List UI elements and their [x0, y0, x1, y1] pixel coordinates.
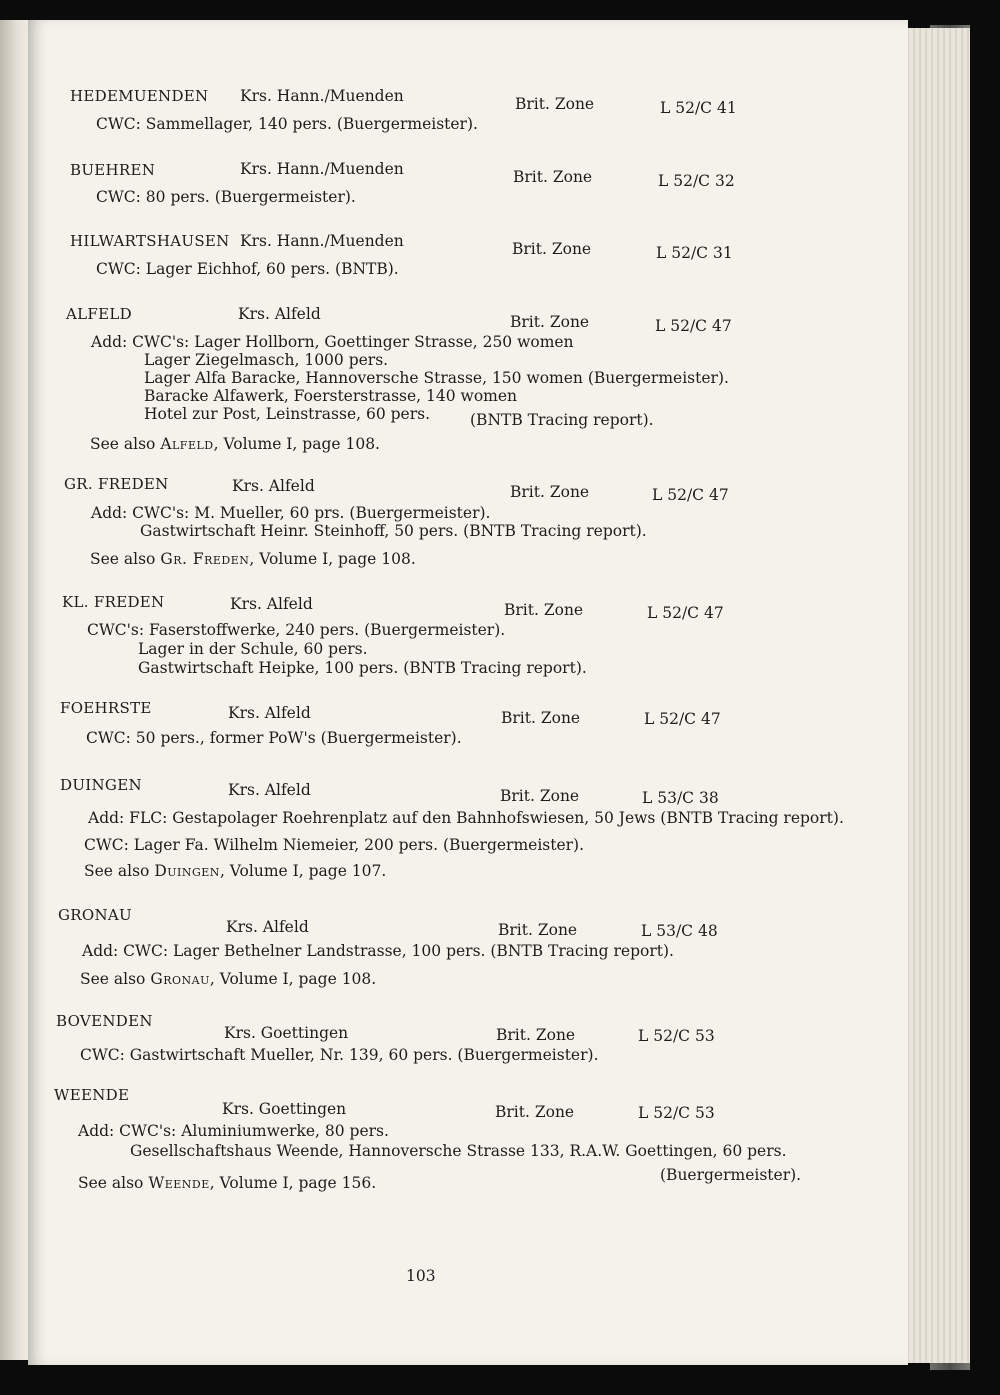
place-name: GR. FREDEN	[64, 475, 169, 493]
zone: Brit. Zone	[504, 601, 584, 619]
map-ref: L 52/C 53	[638, 1104, 715, 1122]
map-ref: L 52/C 41	[660, 99, 737, 117]
see-also: See also Alfeld, Volume I, page 108.	[90, 435, 380, 453]
entry-line: CWC: Lager Fa. Wilhelm Niemeier, 200 pers. (Buergermeister).	[84, 836, 585, 854]
entry-line: CWC: Gastwirtschaft Mueller, Nr. 139, 60 pers. (Buergermeister).	[80, 1046, 599, 1064]
page-number: 103	[406, 1267, 436, 1285]
place-name: HILWARTSHAUSEN	[70, 232, 230, 250]
see-also: See also Duingen, Volume I, page 107.	[84, 862, 387, 880]
entry-line: Lager Alfa Baracke, Hannoversche Strasse, 150 women (Buergermeister).	[144, 369, 729, 387]
zone: Brit. Zone	[515, 95, 595, 113]
entry-line: CWC: Lager Eichhof, 60 pers. (BNTB).	[96, 260, 399, 278]
see-also: See also Weende, Volume I, page 156.	[78, 1174, 377, 1192]
kreis: Krs. Alfeld	[228, 704, 311, 722]
place-name: WEENDE	[54, 1086, 130, 1104]
zone: Brit. Zone	[510, 483, 590, 501]
kreis: Krs. Goettingen	[224, 1024, 349, 1042]
kreis: Krs. Alfeld	[226, 918, 309, 936]
entry-line: Add: CWC's: Aluminiumwerke, 80 pers.	[78, 1122, 389, 1140]
place-name: KL. FREDEN	[62, 593, 165, 611]
map-ref: L 52/C 47	[647, 604, 724, 622]
kreis: Krs. Hann./Muenden	[240, 87, 404, 105]
map-ref: L 53/C 48	[641, 922, 718, 940]
map-ref: L 52/C 32	[658, 172, 735, 190]
entry-line: Gastwirtschaft Heinr. Steinhoff, 50 pers. (BNTB Tracing report).	[140, 522, 647, 540]
kreis: Krs. Alfeld	[238, 305, 321, 323]
see-also: See also Gronau, Volume I, page 108.	[80, 970, 377, 988]
place-name: DUINGEN	[60, 776, 142, 794]
entry-line: Add: CWC's: M. Mueller, 60 prs. (Buergermeister).	[91, 504, 491, 522]
zone: Brit. Zone	[501, 709, 581, 727]
place-name: GRONAU	[58, 906, 132, 924]
kreis: Krs. Goettingen	[222, 1100, 347, 1118]
zone: Brit. Zone	[495, 1103, 575, 1121]
map-ref: L 52/C 47	[644, 710, 721, 728]
zone: Brit. Zone	[512, 240, 592, 258]
zone: Brit. Zone	[498, 921, 578, 939]
left-page-edge	[0, 20, 30, 1360]
place-name: BOVENDEN	[56, 1012, 153, 1030]
entry-line: Add: CWC's: Lager Hollborn, Goettinger Strasse, 250 women	[91, 333, 574, 351]
kreis: Krs. Alfeld	[230, 595, 313, 613]
zone: Brit. Zone	[500, 787, 580, 805]
entry-line: CWC: 80 pers. (Buergermeister).	[96, 188, 356, 206]
kreis: Krs. Alfeld	[228, 781, 311, 799]
entry-line: (BNTB Tracing report).	[470, 411, 654, 429]
place-name: FOEHRSTE	[60, 699, 152, 717]
map-ref: L 52/C 47	[652, 486, 729, 504]
entry-line: (Buergermeister).	[660, 1166, 802, 1184]
entry-line: Gastwirtschaft Heipke, 100 pers. (BNTB Tracing report).	[138, 659, 587, 677]
map-ref: L 53/C 38	[642, 789, 719, 807]
zone: Brit. Zone	[496, 1026, 576, 1044]
entry-line: CWC: Sammellager, 140 pers. (Buergermeister).	[96, 115, 478, 133]
map-ref: L 52/C 47	[655, 317, 732, 335]
zone: Brit. Zone	[510, 313, 590, 331]
kreis: Krs. Alfeld	[232, 477, 315, 495]
entry-line: Hotel zur Post, Leinstrasse, 60 pers.	[144, 405, 431, 423]
kreis: Krs. Hann./Muenden	[240, 232, 404, 250]
entry-line: Lager in der Schule, 60 pers.	[138, 640, 368, 658]
entry-line: CWC's: Faserstoffwerke, 240 pers. (Buergermeister).	[87, 621, 506, 639]
entry-line: Add: FLC: Gestapolager Roehrenplatz auf den Bahnhofswiesen, 50 Jews (BNTB Tracing report).	[88, 809, 844, 827]
entry-line: Gesellschaftshaus Weende, Hannoversche Strasse 133, R.A.W. Goettingen, 60 pers.	[130, 1142, 787, 1160]
place-name: BUEHREN	[70, 161, 156, 179]
map-ref: L 52/C 31	[656, 244, 733, 262]
see-also: See also Gr. Freden, Volume I, page 108.	[90, 550, 416, 568]
place-name: ALFELD	[66, 305, 132, 323]
place-name: HEDEMUENDEN	[70, 87, 209, 105]
entry-line: Baracke Alfawerk, Foersterstrasse, 140 women	[144, 387, 517, 405]
entry-line: Lager Ziegelmasch, 1000 pers.	[144, 351, 389, 369]
zone: Brit. Zone	[513, 168, 593, 186]
entry-line: Add: CWC: Lager Bethelner Landstrasse, 100 pers. (BNTB Tracing report).	[82, 942, 674, 960]
book-page	[28, 20, 908, 1365]
map-ref: L 52/C 53	[638, 1027, 715, 1045]
kreis: Krs. Hann./Muenden	[240, 160, 404, 178]
entry-line: CWC: 50 pers., former PoW's (Buergermeister).	[86, 729, 462, 747]
